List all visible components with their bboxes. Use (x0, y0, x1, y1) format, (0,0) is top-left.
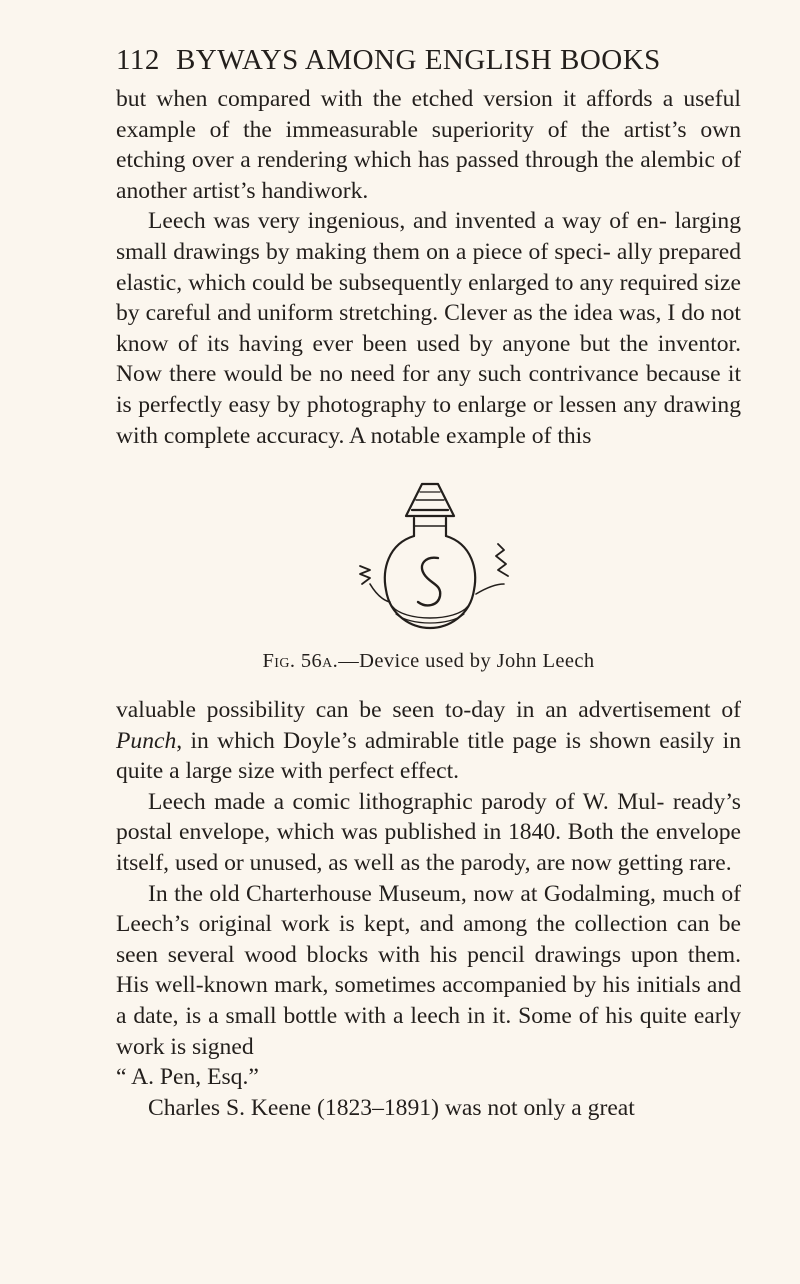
paragraph-keene: Charles S. Keene (1823–1891) was not only a great (148, 1094, 635, 1121)
figure-caption-text: —Device used by John Leech (338, 650, 595, 672)
figure-device (330, 470, 530, 642)
paragraph-punch-end: , in which Doyle’s admirable title page is shown easily in quite a large size with perfect effect. (116, 727, 741, 785)
paragraph-punch (116, 695, 741, 787)
figure-label: Fig. 56a. (262, 650, 339, 672)
figure-caption (116, 648, 741, 674)
paragraph-charterhouse-signature: “ A. Pen, Esq.” (116, 1064, 259, 1091)
text-block-top (116, 84, 741, 451)
paragraph-leech-elastic: Leech was very ingenious, and invented a way of en- larging small drawings by making them on a piece of speci- ally prepared elastic, which could be subsequently enlarged to any required size by careful and uniform stretching. Clever as the idea was, I do not know of its having ever been used by anyone but the inventor. Now there would be no need for any such contrivance because it is perfectly easy by photography to enlarge or lessen any drawing with complete accuracy. A notable example of this (116, 208, 741, 449)
paragraph-continuation: but when compared with the etched version it affords a useful example of the immeasurable superiority of the artist’s own etching over a rendering which has passed through the alembic of another artist’s handiwork. (116, 86, 741, 204)
punch-title: Punch (116, 727, 177, 754)
text-block-bottom (116, 695, 741, 1123)
running-head (116, 40, 676, 80)
leech-in-bottle-icon (330, 470, 530, 642)
running-title: BYWAYS AMONG ENGLISH BOOKS (175, 44, 661, 76)
page-number: 112 (116, 44, 160, 76)
paragraph-charterhouse: In the old Charterhouse Museum, now at Godalming, much of Leech’s original work is kept, and among the collection can be seen several wood blocks with his pencil drawings upon them. His well-known mark, sometimes accompanied by his initials and a date, is a small bottle with a leech in it. Some of his quite early work is signed (116, 880, 741, 1060)
paragraph-punch-start: valuable possibility can be seen to-day in an advertisement of (116, 697, 741, 723)
paragraph-mulready-parody: Leech made a comic lithographic parody of W. Mul- ready’s postal envelope, which was published in 1840. Both the envelope itself, used or unused, as well as the parody, are now getting rare. (116, 788, 741, 876)
